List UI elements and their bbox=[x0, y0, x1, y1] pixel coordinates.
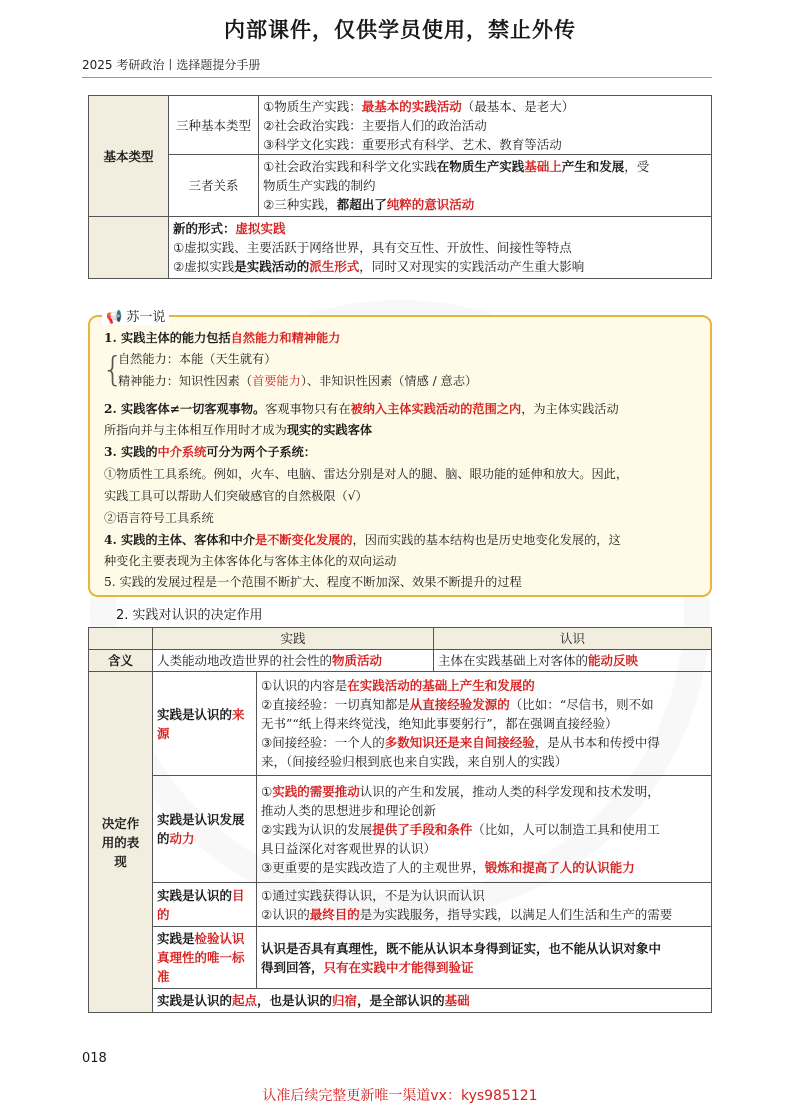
column-header-cognition: 认识 bbox=[434, 628, 712, 650]
row-content: 新的形式：虚拟实践 ①虚拟实践、主要活跃于网络世界，具有交互性、开放性、间接性等特点 ②虚拟实践是实践活动的派生形式，同时又对现实的实践活动产生重大影响 bbox=[169, 217, 712, 279]
brace-icon: { bbox=[102, 350, 124, 390]
meaning-label: 含义 bbox=[89, 650, 153, 672]
page-number: 018 bbox=[82, 1051, 107, 1066]
subheader: 2025 考研政治丨选择题提分手册 bbox=[82, 58, 261, 72]
callout-title: 📢 苏一说 bbox=[102, 306, 169, 325]
purpose-label: 实践是认识的目的 bbox=[153, 883, 257, 927]
section-title: 2. 实践对认识的决定作用 bbox=[116, 608, 263, 623]
source-content: ①认识的内容是在实践活动的基础上产生和发展的 ②直接经验：一切真知都是从直接经验发源的（比如：“尽信书，则不如 无书”“纸上得来终觉浅，绝知此事要躬行”，都在强调直接经验） ③间接经验：一个人的多数知识还是来自间接经验，是从书本和传授中得 来，（间接经验归根到底也来自实践，来自别人的实践） bbox=[257, 672, 712, 776]
row-label: 三种基本类型 bbox=[169, 96, 259, 155]
header-empty bbox=[89, 628, 153, 650]
meaning-practice: 人类能动地改造世界的社会性的物质活动 bbox=[153, 650, 434, 672]
category-cell: 基本类型 bbox=[89, 96, 169, 217]
summary-row: 实践是认识的起点，也是认识的归宿，是全部认识的基础 bbox=[153, 989, 712, 1013]
column-header-practice: 实践 bbox=[153, 628, 434, 650]
banner: 内部课件，仅供学员使用，禁止外传 bbox=[224, 18, 576, 42]
meaning-cognition: 主体在实践基础上对客体的能动反映 bbox=[434, 650, 712, 672]
standard-label: 实践是检验认识真理性的唯一标准 bbox=[153, 927, 257, 989]
standard-content: 认识是否具有真理性，既不能从认识本身得到证实，也不能从认识对象中 得到回答，只有在实践中才能得到验证 bbox=[257, 927, 712, 989]
driver-label: 实践是认识发展的动力 bbox=[153, 776, 257, 883]
purpose-content: ①通过实践获得认识，不是为认识而认识 ②认识的最终目的是为实践服务，指导实践，以满足人们生活和生产的需要 bbox=[257, 883, 712, 927]
callout-box: 📢 苏一说 1. 实践主体的能力包括自然能力和精神能力 { 自然能力：本能（天生就有） 精神能力：知识性因素（首要能力）、非知识性因素（情感 / 意志） 2. 实践客体≠一切客观事物。客观事物只有在被纳入主体实践活动的范围之内，为主体实践活动 所指向并与主体相互作用时才成为现实的实践客体 3. 实践的中介系统可分为两个子系统： ①物质性工具系统。例如，火车、电脑、雷达分别是对人的腿、脑、眼功能的延伸和放大。因此， 实践工具可以帮助人们突破感官的自然极限（√） ②语言符号工具系统 4. 实践的主体、客体和中介是不断变化发展的，因而实践的基本结构也是历史地变化发展的，这 种变化主要表现为主体客体化与客体主体化的双向运动 5. 实践的发展过程是一个范围不断扩大、程度不断加深、效果不断提升的过程 bbox=[88, 315, 712, 597]
category-cell-empty bbox=[89, 217, 169, 279]
driver-content: ①实践的需要推动认识的产生和发展，推动人类的科学发现和技术发明， 推动人类的思想进步和理论创新 ②实践为认识的发展提供了手段和条件（比如，人可以制造工具和使用工 具日益深化对客观世界的认识） ③更重要的是实践改造了人的主观世界，锻炼和提高了人的认识能力 bbox=[257, 776, 712, 883]
row-content: ①社会政治实践和科学文化实践在物质生产实践基础上产生和发展，受 物质生产实践的制约 ②三种实践，都超出了纯粹的意识活动 bbox=[259, 155, 712, 217]
decisive-label: 决定作用的表现 bbox=[89, 672, 153, 1013]
row-label: 三者关系 bbox=[169, 155, 259, 217]
basic-types-table bbox=[88, 95, 712, 279]
row-content: ①物质生产实践：最基本的实践活动（最基本、是老大） ②社会政治实践：主要指人们的政治活动 ③科学文化实践：重要形式有科学、艺术、教育等活动 bbox=[259, 96, 712, 155]
header-divider bbox=[82, 77, 712, 78]
practice-cognition-table bbox=[88, 627, 712, 1013]
footer-notice: 认准后续完整更新唯一渠道vx：kys985121 bbox=[262, 1088, 538, 1104]
source-label: 实践是认识的来源 bbox=[153, 672, 257, 776]
megaphone-icon: 📢 bbox=[106, 310, 123, 325]
